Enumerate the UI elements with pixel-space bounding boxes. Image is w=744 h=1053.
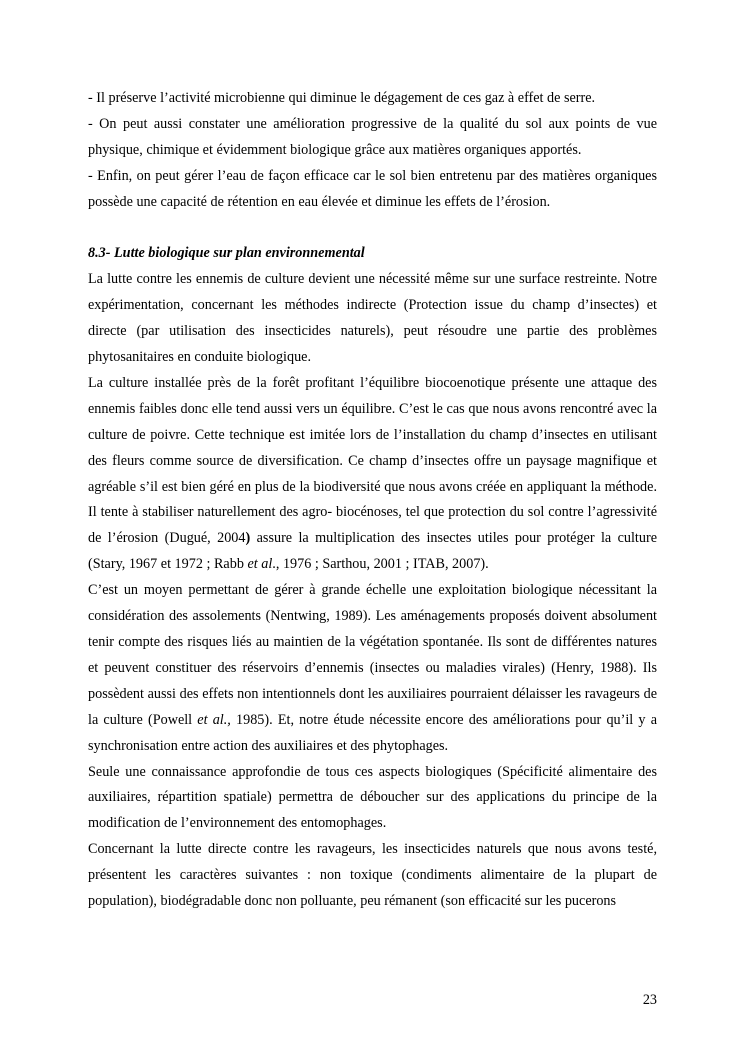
page-body [88, 86, 657, 915]
paragraph-text: La culture installée près de la forêt profitant l’équilibre biocoenotique présente une attaque des ennemis faibles donc elle tend aussi vers un équilibre. C’est le cas que nous avons rencontré avec la culture de poivre. Cette technique est imitée lors de l’installation du champ d’insectes en utilisant des fleurs comme source de diversification. Ce champ d’insectes offre un paysage magnifique et agréable s’il est bien géré en plus de la biodiversité que nous avons créée en appliquant la méthode. Il tente à stabiliser naturellement des agro- biocénoses, tel que protection du sol contre l’agressivité de l’érosion (Dugué, 2004 [88, 374, 657, 547]
paragraph-text: assure la multiplication des insectes utiles pour protéger la culture (Stary, 1967 et 1972 ; Rabb [88, 530, 657, 573]
paragraph-text: C’est un moyen permettant de gérer à grande échelle une exploitation biologique nécessitant la considération des assolements (Nentwing, 1989). Les aménagements proposés doivent absolument tenir compte des risques liés au maintien de la végétation spontanée. Ils sont de différentes natures et peuvent constituer des réservoirs d’ennemis (insectes ou maladies virales) (Henry, 1988). Ils possèdent aussi des effets non intentionnels dont les auxiliaires pourraient délaisser les ravageurs de la culture (Powell [88, 582, 657, 728]
paragraph-intro-2: - On peut aussi constater une amélioration progressive de la qualité du sol aux points de vue physique, chimique et évidemment biologique grâce aux matières organiques apportés. [88, 115, 657, 158]
page-number: 23 [642, 992, 657, 1008]
section-heading: 8.3- Lutte biologique sur plan environnemental [88, 245, 365, 262]
citation-etal: et al [247, 556, 273, 573]
paragraph-spacer [88, 216, 657, 242]
paragraph-section-1: La lutte contre les ennemis de culture devient une nécessité même sur une surface restreinte. Notre expérimentation, concernant les méthodes indirecte (Protection issue du champ d’insectes) et directe (par utilisation des insecticides naturels), peut résoudre une partie des problèmes phytosanitaires en conduite biologique. [88, 271, 657, 366]
citation-etal: et al., [197, 711, 231, 728]
bold-paren: ) [245, 530, 251, 547]
paragraph-section-5: Concernant la lutte directe contre les ravageurs, les insecticides naturels que nous avons testé, présentent les caractères suivantes : non toxique (condiments alimentaire de la plupart de population), biodégradable donc non polluante, peu rémanent (son efficacité sur les pucerons [88, 841, 657, 910]
paragraph-intro-3: - Enfin, on peut gérer l’eau de façon efficace car le sol bien entretenu par des matières organiques possède une capacité de rétention en eau élevée et diminue les effets de l’érosion. [88, 167, 657, 210]
paragraph-section-3 [88, 578, 657, 759]
paragraph-intro-1: - Il préserve l’activité microbienne qui diminue le dégagement de ces gaz à effet de serre. [88, 90, 596, 106]
paragraph-text: 1985). Et, notre étude nécessite encore des améliorations pour qu’il y a synchronisation entre action des auxiliaires et des phytophages. [88, 711, 657, 754]
paragraph-text: ., 1976 ; Sarthou, 2001 ; ITAB, 2007). [272, 556, 489, 573]
paragraph-section-2 [88, 371, 657, 578]
paragraph-section-4: Seule une connaissance approfondie de tous ces aspects biologiques (Spécificité alimentaire des auxiliaires, répartition spatiale) permettra de déboucher sur des applications du principe de la modification de l’environnement des entomophages. [88, 763, 657, 832]
